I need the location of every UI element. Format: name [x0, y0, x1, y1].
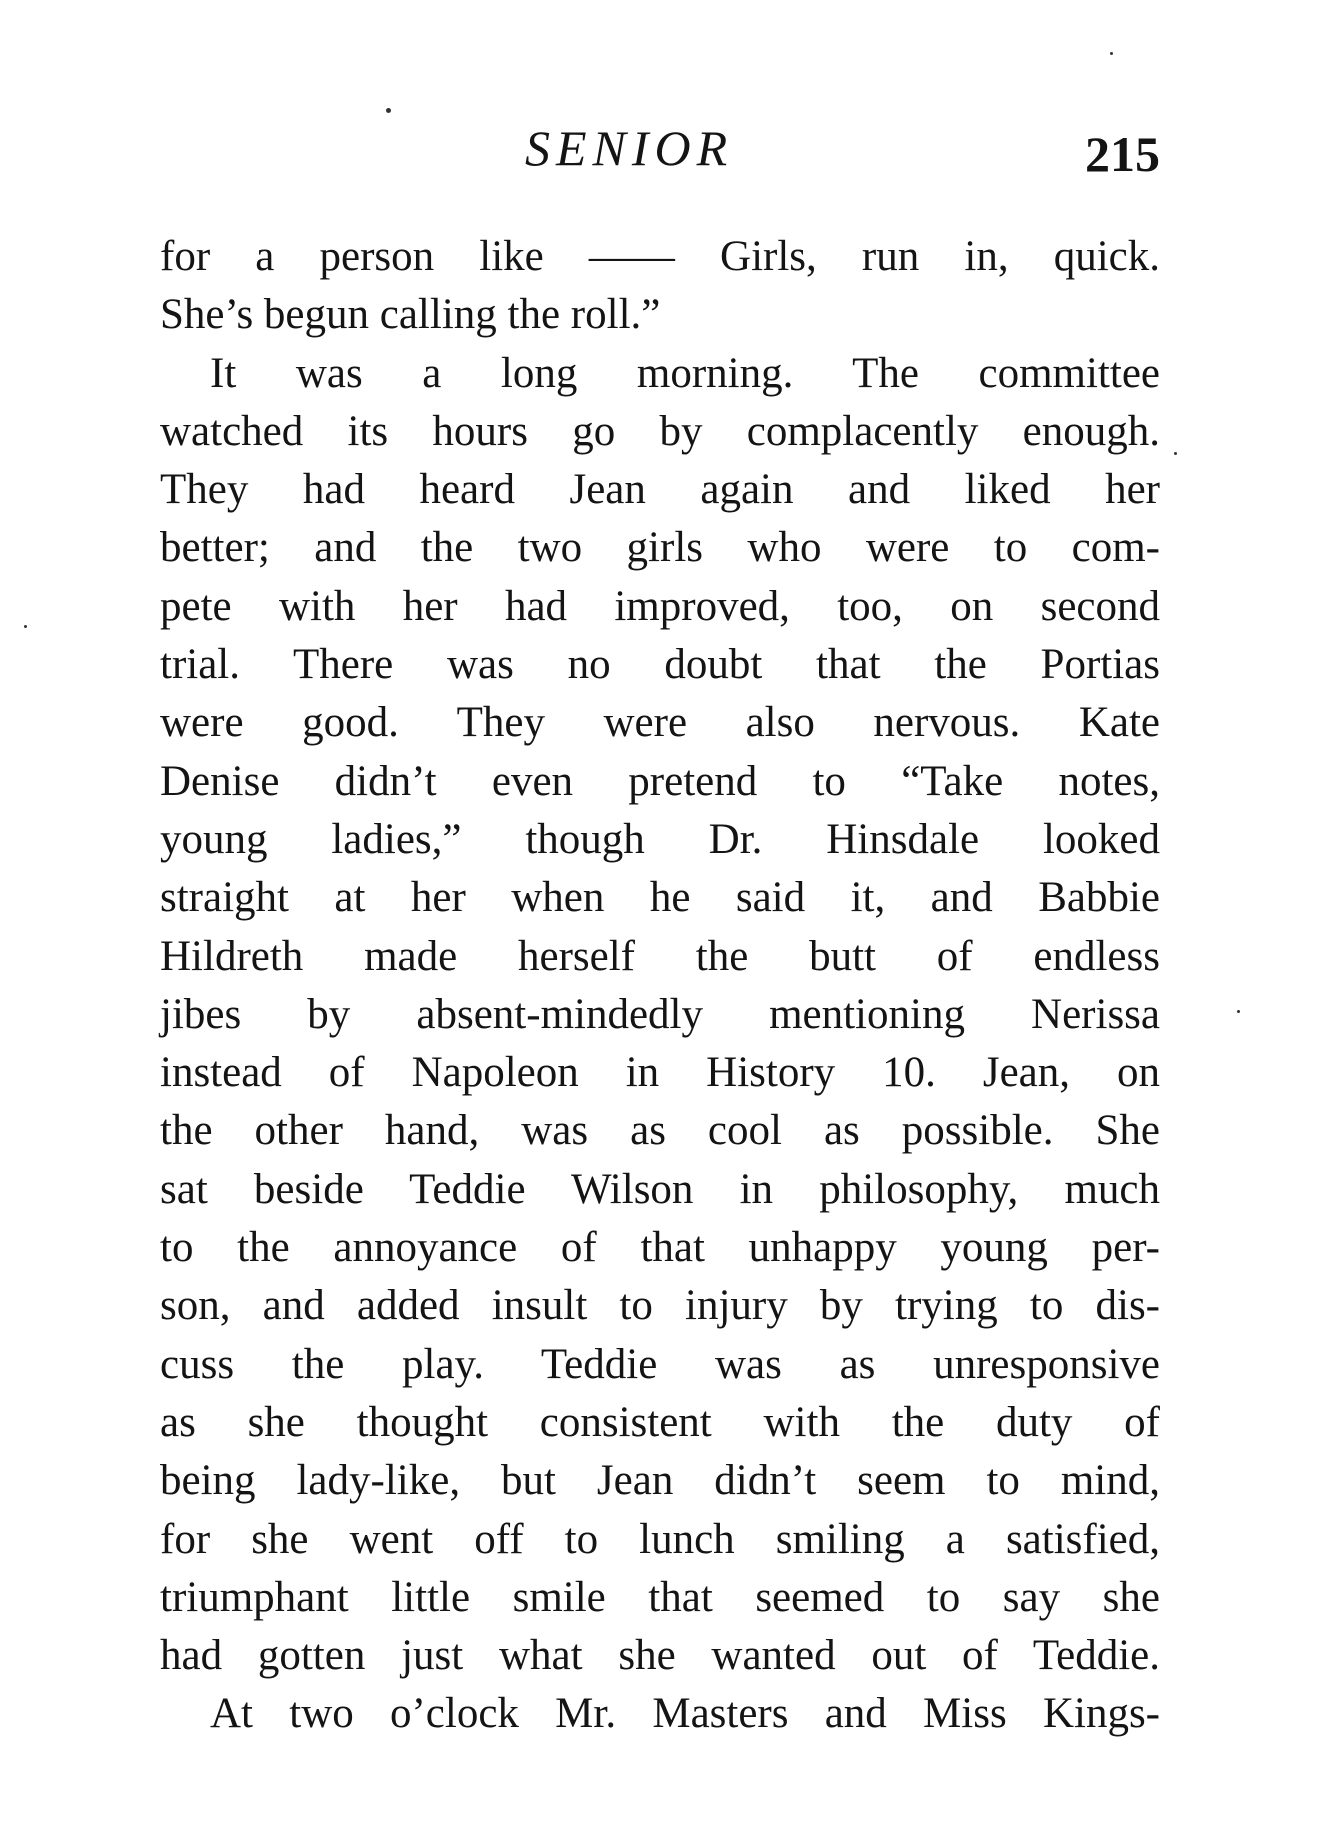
- text-line: watched its hours go by complacently enough.: [160, 407, 1160, 455]
- text-line: trial. There was no doubt that the Portias: [160, 641, 1160, 689]
- text-line: instead of Napoleon in History 10. Jean, on: [160, 1049, 1160, 1097]
- text-line: It was a long morning. The committee: [210, 349, 1160, 397]
- text-line: At two o’clock Mr. Masters and Miss Kings-: [210, 1690, 1160, 1738]
- text-line: straight at her when he said it, and Babbie: [160, 874, 1160, 922]
- text-line: They had heard Jean again and liked her: [160, 466, 1160, 514]
- text-line: being lady-like, but Jean didn’t seem to mind,: [160, 1457, 1160, 1505]
- text-line: triumphant little smile that seemed to say she: [160, 1573, 1160, 1621]
- running-head: [160, 118, 1160, 188]
- text-line: as she thought consistent with the duty of: [160, 1398, 1160, 1446]
- text-line: the other hand, was as cool as possible. She: [160, 1107, 1160, 1155]
- text-line: Denise didn’t even pretend to “Take notes,: [160, 757, 1160, 805]
- text-line: were good. They were also nervous. Kate: [160, 699, 1160, 747]
- text-line: for she went off to lunch smiling a satisfied,: [160, 1515, 1160, 1563]
- text-line: Hildreth made herself the butt of endless: [160, 932, 1160, 980]
- text-line: for a person like —— Girls, run in, quick.: [160, 233, 1160, 280]
- page-number: 215: [1085, 126, 1160, 182]
- text-line: cuss the play. Teddie was as unresponsive: [160, 1340, 1160, 1388]
- body-text: [160, 228, 1160, 1744]
- running-title: SENIOR: [525, 120, 734, 176]
- text-line: sat beside Teddie Wilson in philosophy, much: [160, 1165, 1160, 1213]
- text-line: to the annoyance of that unhappy young per-: [160, 1224, 1160, 1272]
- print-speck: [386, 108, 391, 113]
- text-line: son, and added insult to injury by trying to dis-: [160, 1282, 1160, 1330]
- text-line: She’s begun calling the roll.”: [160, 291, 661, 339]
- text-line: young ladies,” though Dr. Hinsdale looked: [160, 815, 1160, 863]
- text-line: pete with her had improved, too, on second: [160, 582, 1160, 630]
- print-speck: [24, 625, 27, 628]
- text-line: better; and the two girls who were to com-: [160, 524, 1160, 572]
- print-speck: [1237, 1010, 1240, 1013]
- print-speck: [1110, 52, 1113, 55]
- text-line: had gotten just what she wanted out of Teddie.: [160, 1632, 1160, 1680]
- print-speck: [1174, 452, 1177, 455]
- text-line: jibes by absent-mindedly mentioning Nerissa: [160, 990, 1160, 1038]
